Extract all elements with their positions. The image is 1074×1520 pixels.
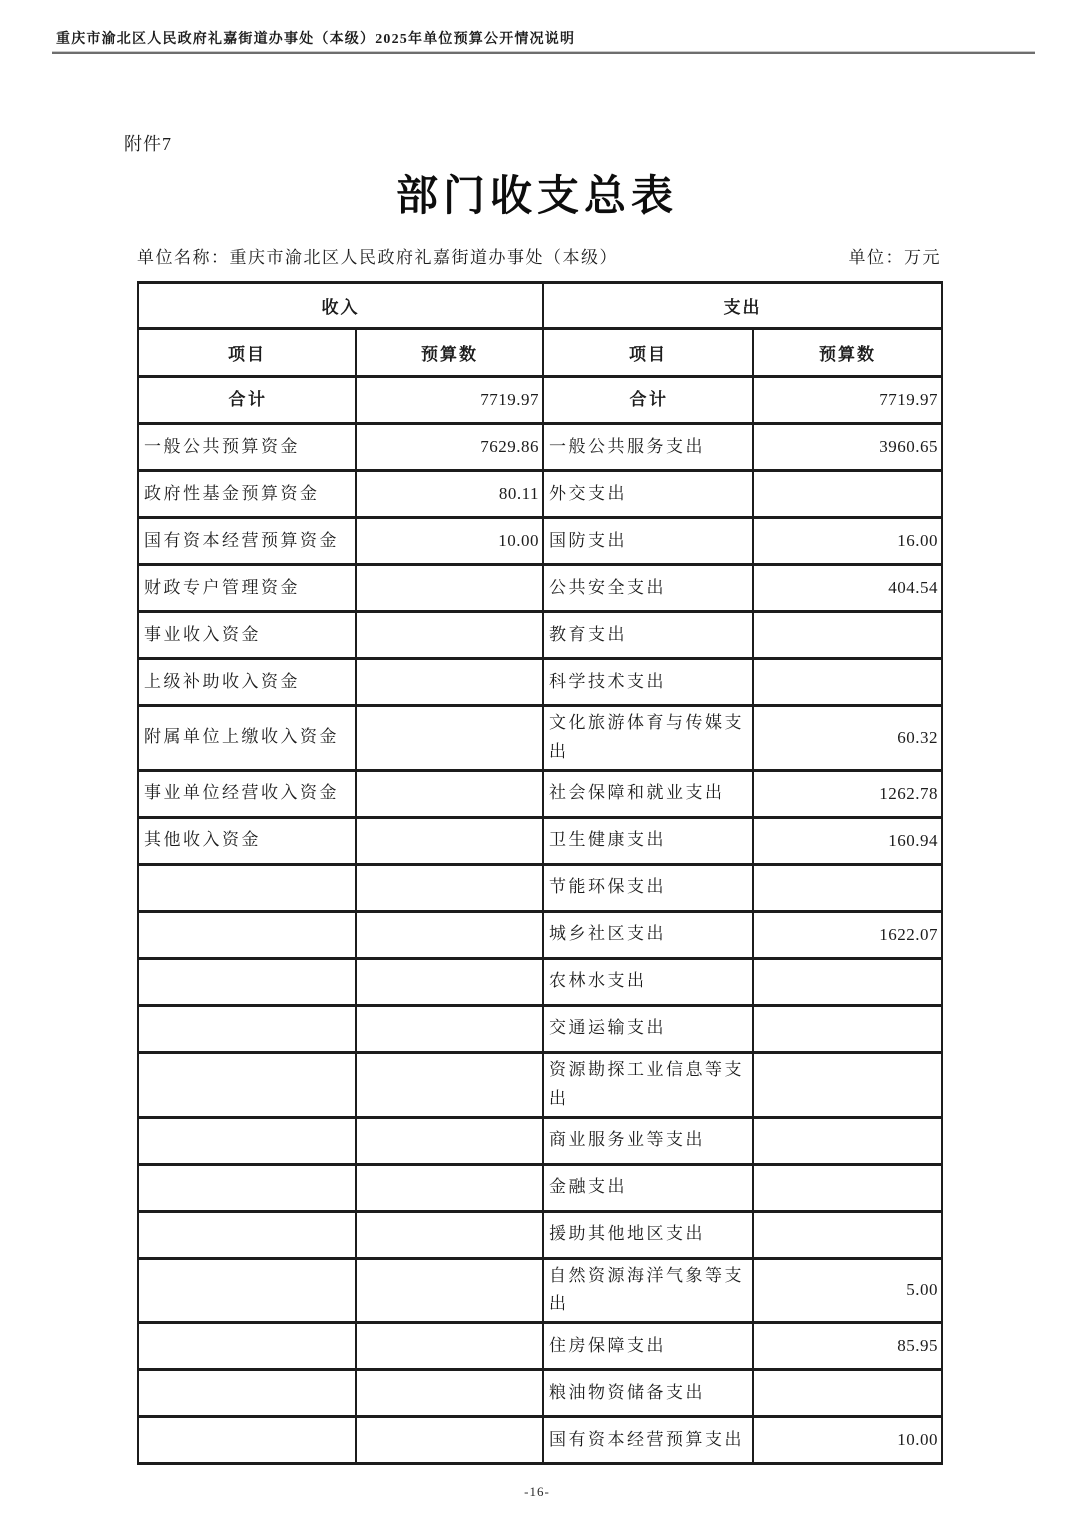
document-header-title: 重庆市渝北区人民政府礼嘉街道办事处（本级）2025年单位预算公开情况说明 [56, 32, 576, 47]
table-row [138, 958, 942, 1005]
income-value-cell [356, 1052, 543, 1117]
income-value-cell [356, 1164, 543, 1211]
income-item-cell: 事业单位经营收入资金 [138, 770, 356, 817]
expenditure-item-cell: 粮油物资储备支出 [543, 1370, 753, 1417]
expenditure-item-cell: 国有资本经营预算支出 [543, 1417, 753, 1464]
income-item-cell [138, 1052, 356, 1117]
income-value-cell [356, 706, 543, 771]
income-item-cell [138, 1258, 356, 1323]
table-row [138, 565, 942, 612]
income-value-cell [356, 817, 543, 864]
table-row [138, 911, 942, 958]
table-row [138, 770, 942, 817]
expenditure-value-cell [753, 612, 942, 659]
page-number: -16- [524, 1484, 550, 1499]
expenditure-value-cell: 16.00 [753, 518, 942, 565]
expenditure-item-cell: 节能环保支出 [543, 864, 753, 911]
table-row [138, 1005, 942, 1052]
expenditure-item-cell: 国防支出 [543, 518, 753, 565]
income-item-cell: 财政专户管理资金 [138, 565, 356, 612]
income-item-cell: 上级补助收入资金 [138, 659, 356, 706]
income-value-cell [356, 864, 543, 911]
table-meta-row [137, 243, 941, 268]
income-value-cell [356, 1117, 543, 1164]
budget-summary-table [137, 281, 943, 1465]
expenditure-value-cell: 404.54 [753, 565, 942, 612]
expenditure-value-cell: 3960.65 [753, 424, 942, 471]
income-item-cell: 合计 [138, 377, 356, 424]
income-value-cell [356, 1005, 543, 1052]
income-item-cell: 一般公共预算资金 [138, 424, 356, 471]
income-item-cell [138, 1370, 356, 1417]
income-item-cell [138, 958, 356, 1005]
income-group-header: 收入 [138, 283, 543, 329]
table-row [138, 377, 942, 424]
expenditure-item-cell: 卫生健康支出 [543, 817, 753, 864]
table-row [138, 1417, 942, 1464]
table-row [138, 817, 942, 864]
unit-name-label: 单位名称：重庆市渝北区人民政府礼嘉街道办事处（本级） [137, 248, 618, 267]
table-row [138, 659, 942, 706]
expenditure-value-cell: 85.95 [753, 1323, 942, 1370]
expenditure-value-cell [753, 1005, 942, 1052]
expenditure-value-cell [753, 471, 942, 518]
income-value-cell [356, 1417, 543, 1464]
income-item-cell [138, 1417, 356, 1464]
income-item-cell [138, 1323, 356, 1370]
table-row [138, 1211, 942, 1258]
income-item-cell [138, 911, 356, 958]
expenditure-value-cell [753, 1117, 942, 1164]
table-row [138, 864, 942, 911]
expenditure-budget-column-header: 预算数 [753, 329, 942, 377]
income-value-cell [356, 1323, 543, 1370]
expenditure-item-cell: 援助其他地区支出 [543, 1211, 753, 1258]
expenditure-item-cell: 合计 [543, 377, 753, 424]
expenditure-item-cell: 一般公共服务支出 [543, 424, 753, 471]
table-group-header-row [138, 283, 942, 329]
expenditure-item-cell: 城乡社区支出 [543, 911, 753, 958]
expenditure-value-cell [753, 864, 942, 911]
table-row [138, 424, 942, 471]
income-item-cell: 事业收入资金 [138, 612, 356, 659]
expenditure-value-cell: 1622.07 [753, 911, 942, 958]
income-item-column-header: 项目 [138, 329, 356, 377]
income-item-cell [138, 864, 356, 911]
expenditure-value-cell [753, 659, 942, 706]
expenditure-item-cell: 外交支出 [543, 471, 753, 518]
expenditure-value-cell [753, 1211, 942, 1258]
expenditure-item-cell: 商业服务业等支出 [543, 1117, 753, 1164]
expenditure-group-header: 支出 [543, 283, 942, 329]
table-row [138, 612, 942, 659]
income-value-cell: 7629.86 [356, 424, 543, 471]
table-row [138, 1323, 942, 1370]
expenditure-value-cell [753, 1370, 942, 1417]
income-item-cell: 其他收入资金 [138, 817, 356, 864]
expenditure-item-cell: 金融支出 [543, 1164, 753, 1211]
income-value-cell [356, 1211, 543, 1258]
expenditure-item-cell: 住房保障支出 [543, 1323, 753, 1370]
income-value-cell [356, 911, 543, 958]
income-item-cell [138, 1005, 356, 1052]
table-body [138, 377, 942, 1464]
attachment-label: 附件7 [124, 134, 172, 154]
income-item-cell [138, 1211, 356, 1258]
expenditure-value-cell: 60.32 [753, 706, 942, 771]
expenditure-value-cell [753, 958, 942, 1005]
expenditure-value-cell: 1262.78 [753, 770, 942, 817]
income-item-cell: 国有资本经营预算资金 [138, 518, 356, 565]
table-row [138, 1117, 942, 1164]
income-item-cell [138, 1117, 356, 1164]
expenditure-item-cell: 科学技术支出 [543, 659, 753, 706]
income-value-cell [356, 770, 543, 817]
table-column-header-row [138, 329, 942, 377]
income-value-cell [356, 1370, 543, 1417]
expenditure-item-cell: 交通运输支出 [543, 1005, 753, 1052]
expenditure-value-cell [753, 1052, 942, 1117]
expenditure-item-cell: 农林水支出 [543, 958, 753, 1005]
expenditure-value-cell: 10.00 [753, 1417, 942, 1464]
page-title: 部门收支总表 [395, 174, 678, 220]
income-value-cell: 80.11 [356, 471, 543, 518]
income-budget-column-header: 预算数 [356, 329, 543, 377]
income-value-cell [356, 958, 543, 1005]
expenditure-value-cell: 5.00 [753, 1258, 942, 1323]
expenditure-value-cell: 7719.97 [753, 377, 942, 424]
table-row [138, 1258, 942, 1323]
expenditure-item-cell: 公共安全支出 [543, 565, 753, 612]
expenditure-value-cell [753, 1164, 942, 1211]
income-item-cell: 政府性基金预算资金 [138, 471, 356, 518]
income-item-cell: 附属单位上缴收入资金 [138, 706, 356, 771]
expenditure-item-cell: 资源勘探工业信息等支出 [543, 1052, 753, 1117]
table-row [138, 1052, 942, 1117]
income-value-cell: 7719.97 [356, 377, 543, 424]
expenditure-item-cell: 文化旅游体育与传媒支出 [543, 706, 753, 771]
income-value-cell [356, 1258, 543, 1323]
income-item-cell [138, 1164, 356, 1211]
expenditure-item-cell: 社会保障和就业支出 [543, 770, 753, 817]
table-row [138, 518, 942, 565]
income-value-cell: 10.00 [356, 518, 543, 565]
expenditure-item-column-header: 项目 [543, 329, 753, 377]
expenditure-item-cell: 自然资源海洋气象等支出 [543, 1258, 753, 1323]
income-value-cell [356, 612, 543, 659]
expenditure-item-cell: 教育支出 [543, 612, 753, 659]
table-row [138, 706, 942, 771]
income-value-cell [356, 659, 543, 706]
unit-of-measure-label: 单位：万元 [848, 248, 941, 267]
table-row [138, 471, 942, 518]
header-divider-rule [52, 50, 1035, 54]
expenditure-value-cell: 160.94 [753, 817, 942, 864]
table-row [138, 1164, 942, 1211]
table-row [138, 1370, 942, 1417]
income-value-cell [356, 565, 543, 612]
